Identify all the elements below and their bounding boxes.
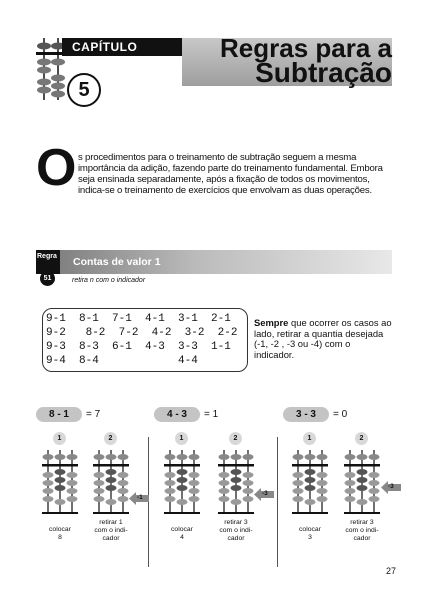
rule-title: Contas de valor 1 bbox=[73, 256, 161, 268]
step-caption: colocar 4 bbox=[171, 526, 193, 541]
rule-subtitle: retira n com o indicador bbox=[72, 277, 146, 284]
arrow-label: -3 bbox=[262, 490, 268, 497]
step-marker: 2 bbox=[355, 432, 368, 445]
step-caption: colocar 8 bbox=[49, 526, 71, 541]
rule-tab-label: Regra bbox=[37, 253, 57, 260]
abacus-icon bbox=[42, 450, 78, 514]
note-text: que ocorrer os casos ao lado, retirar a quantia desejada (-1, -2 , -3 ou -4) com o indicador. bbox=[254, 317, 392, 360]
page-title-line1: Regras para a bbox=[220, 33, 392, 63]
step-marker: 1 bbox=[175, 432, 188, 445]
example-expression: 4 - 3 bbox=[154, 407, 200, 422]
example-result: = 7 bbox=[86, 409, 101, 420]
intro-paragraph: s procedimentos para o treinamento de subtração seguem a mesma importância da adição, fazendo parte do treinamento fundamental. Embora seja ensinada separadamente, após a fixação de todos os movimentos, indica-se o treinamento de exercícios que envolvam as duas operações. bbox=[78, 152, 383, 196]
example-result: = 1 bbox=[204, 409, 219, 420]
chapter-number: 5 bbox=[67, 73, 101, 107]
rule-number: 51 bbox=[40, 271, 55, 286]
exercise-row: 9-3 8-3 6-1 4-3 3-3 1-1 bbox=[46, 341, 231, 353]
page-title-line2: Subtração bbox=[255, 57, 392, 88]
abacus-icon bbox=[344, 450, 380, 514]
exercise-row: 9-1 8-1 7-1 4-1 3-1 2-1 bbox=[46, 313, 231, 325]
arrow-label: -3 bbox=[388, 483, 394, 490]
example-expression: 8 - 1 bbox=[36, 407, 82, 422]
drop-cap: O bbox=[36, 139, 77, 197]
abacus-icon bbox=[292, 450, 328, 514]
rule-note bbox=[254, 318, 392, 360]
step-caption: colocar 3 bbox=[299, 526, 321, 541]
step-marker: 2 bbox=[104, 432, 117, 445]
step-marker: 1 bbox=[303, 432, 316, 445]
abacus-icon bbox=[218, 450, 254, 514]
exercise-row: 9-4 8-4 4-4 bbox=[46, 355, 198, 367]
exercise-row: 9-2 8-2 7-2 4-2 3-2 2-2 bbox=[46, 327, 238, 339]
step-caption: retirar 3 com o indi- cador bbox=[345, 519, 379, 542]
example-expression: 3 - 3 bbox=[283, 407, 329, 422]
step-marker: 2 bbox=[229, 432, 242, 445]
abacus-icon bbox=[93, 450, 129, 514]
arrow-label: -1 bbox=[137, 494, 143, 501]
step-caption: retirar 3 com o indi- cador bbox=[219, 519, 253, 542]
example-divider bbox=[277, 437, 278, 567]
note-emphasis: Sempre bbox=[254, 317, 289, 328]
abacus-icon bbox=[164, 450, 200, 514]
example-result: = 0 bbox=[333, 409, 348, 420]
step-marker: 1 bbox=[53, 432, 66, 445]
chapter-label: CAPÍTULO bbox=[62, 38, 182, 56]
page-number: 27 bbox=[386, 566, 397, 576]
step-caption: retirar 1 com o indi- cador bbox=[94, 519, 128, 542]
